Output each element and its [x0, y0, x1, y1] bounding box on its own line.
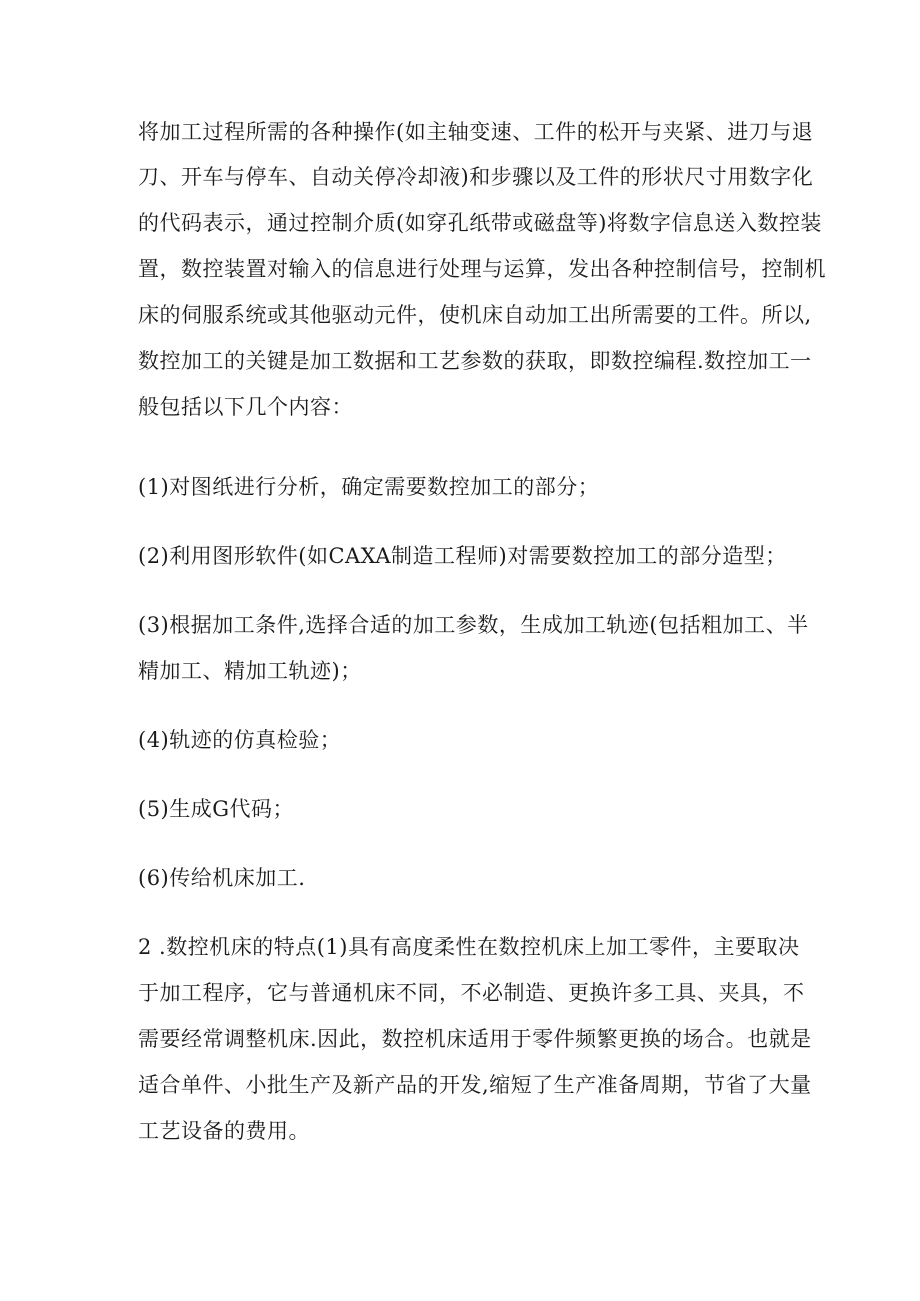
step-3-line-1: (3)根据加工条件,选择合适的加工参数，生成加工轨迹(包括粗加工、半 [138, 613, 809, 637]
section-2-line-4: 适合单件、小批生产及新产品的开发,缩短了生产准备周期，节省了大量 [138, 1073, 812, 1097]
intro-line-5: 床的伺服系统或其他驱动元件，使机床自动加工出所需要的工件。所以, [138, 303, 812, 327]
section-2-line-5: 工艺设备的费用。 [138, 1119, 310, 1143]
intro-line-2: 刀、开车与停车、自动关停冷却液)和步骤以及工件的形状尺寸用数字化 [138, 165, 814, 189]
intro-line-1: 将加工过程所需的各种操作(如主轴变速、工件的松开与夹紧、进刀与退 [138, 120, 814, 144]
intro-line-7: 般包括以下几个内容： [138, 395, 353, 419]
section-2-line-1: 2 .数控机床的特点(1)具有高度柔性在数控机床上加工零件，主要取决 [138, 935, 800, 959]
step-5: (5)生成G代码； [138, 797, 295, 821]
section-2-line-2: 于加工程序，它与普通机床不同，不必制造、更换许多工具、夹具，不 [138, 981, 805, 1005]
section-2-line-3: 需要经常调整机床.因此，数控机床适用于零件频繁更换的场合。也就是 [138, 1027, 812, 1051]
intro-line-4: 置，数控装置对输入的信息进行处理与运算，发出各种控制信号，控制机 [138, 257, 826, 281]
step-1: (1)对图纸进行分析，确定需要数控加工的部分； [138, 475, 600, 499]
step-2: (2)利用图形软件(如CAXA制造工程师)对需要数控加工的部分造型； [138, 544, 787, 568]
intro-line-6: 数控加工的关键是加工数据和工艺参数的获取，即数控编程.数控加工一 [138, 349, 812, 373]
step-4: (4)轨迹的仿真检验； [138, 728, 342, 752]
step-3-line-2: 精加工、精加工轨迹)； [138, 659, 362, 683]
step-6: (6)传给机床加工. [138, 866, 306, 890]
intro-line-3: 的代码表示，通过控制介质(如穿孔纸带或磁盘等)将数字信息送入数控装 [138, 211, 822, 235]
